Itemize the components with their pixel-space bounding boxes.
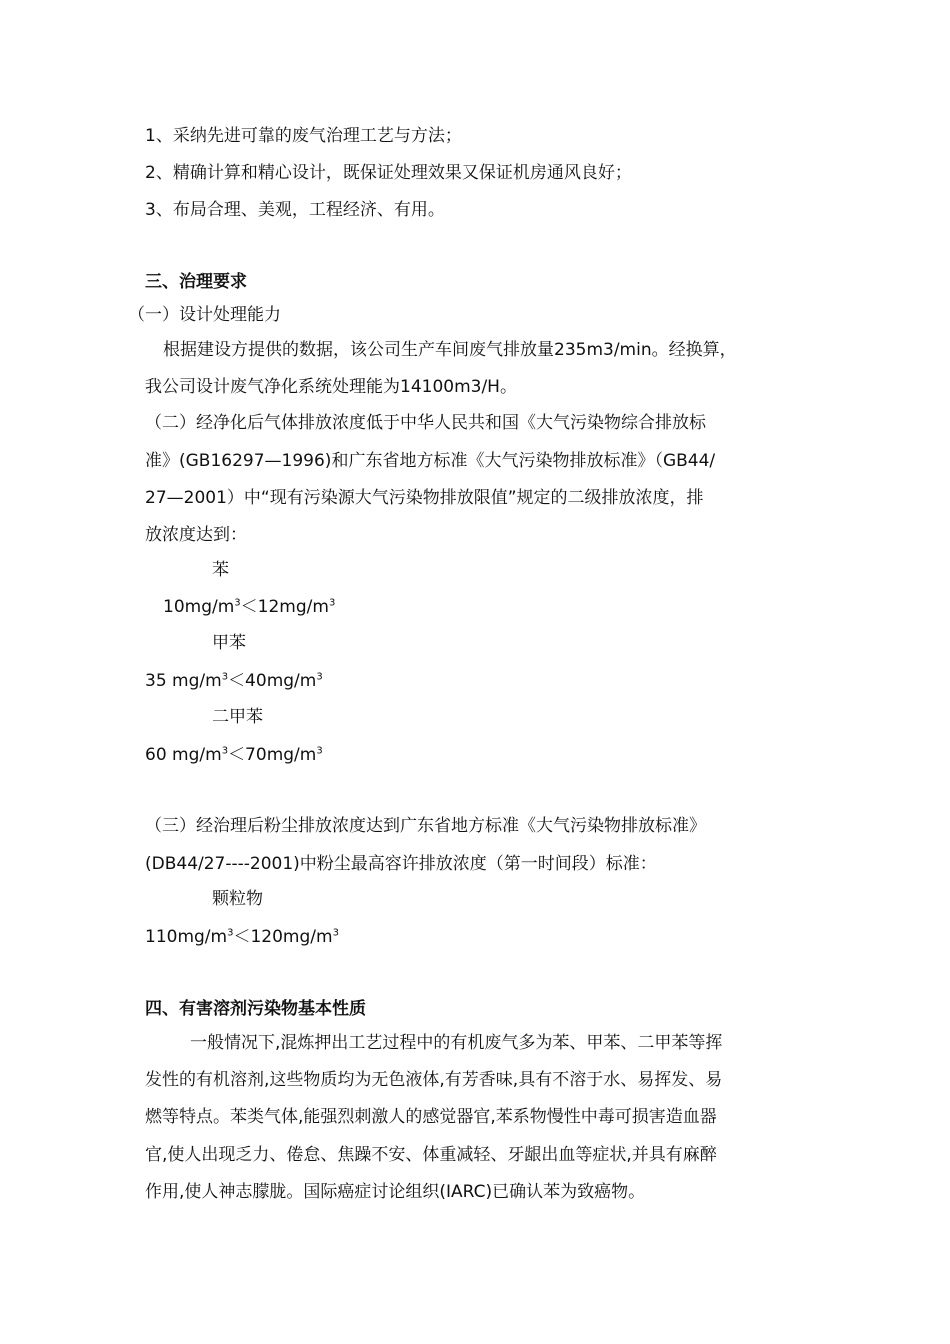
xylene-limit: 60 $mg/m^3<70mg/m^3$ [145, 745, 323, 765]
section4-line2: 发性的有机溶剂,这些物质均为无色液体,有芳香味,具有不溶于水、易挥发、易 [145, 1070, 723, 1090]
dust-label: 颗粒物 [212, 889, 263, 909]
section4-line3: 燃等特点。苯类气体,能强烈刺激人的感觉器官,苯系物慢性中毒可损害造血器 [145, 1107, 717, 1127]
para3-line1: （三）经治理后粉尘排放浓度达到广东省地方标准《大气污染物排放标准》 [145, 816, 706, 836]
toluene-limit: 35 $mg/m^3<40mg/m^3$ [145, 671, 323, 691]
para1-line2: 我公司设计废气净化系统处理能为14100m3/H。 [145, 377, 517, 397]
para2-line3: 27—2001）中“现有污染源大气污染物排放限值”规定的二级排放浓度，排 [145, 488, 704, 508]
dust-limit: $110mg/m^3<120mg/m^3$ [145, 927, 339, 947]
principle-3: 3、布局合理、美观，工程经济、有用。 [145, 200, 445, 220]
toluene-label: 甲苯 [212, 633, 246, 653]
principle-2: 2、精确计算和精心设计，既保证处理效果又保证机房通风良好； [145, 163, 632, 183]
subsection-1-title: （一）设计处理能力 [128, 305, 281, 325]
principle-1: 1、采纳先进可靠的废气治理工艺与方法； [145, 126, 462, 146]
section4-line1: 一般情况下,混炼押出工艺过程中的有机废气多为苯、甲苯、二甲苯等挥 [190, 1033, 723, 1053]
section-3-heading: 三、治理要求 [145, 272, 247, 292]
para2-line2: 准》(GB16297—1996)和广东省地方标准《大气污染物排放标准》（GB44/ [145, 451, 716, 471]
para1-line1: 根据建设方提供的数据，该公司生产车间废气排放量235m3/min。经换算， [163, 340, 737, 360]
benzene-label: 苯 [212, 560, 229, 580]
para2-line4: 放浓度达到： [145, 525, 247, 545]
section4-line4: 官,使人出现乏力、倦怠、焦躁不安、体重减轻、牙龈出血等症状,并具有麻醉 [145, 1145, 717, 1165]
xylene-label: 二甲苯 [212, 707, 263, 727]
section4-line5: 作用,使人神志朦胧。国际癌症讨论组织(IARC)已确认苯为致癌物。 [145, 1182, 646, 1202]
para2-line1: （二）经净化后气体排放浓度低于中华人民共和国《大气污染物综合排放标 [145, 413, 706, 433]
para3-line2: (DB44/27----2001)中粉尘最高容许排放浓度（第一时间段）标准： [145, 854, 657, 874]
benzene-limit: $10mg/m^3<12mg/m^3$ [163, 597, 336, 617]
section-4-heading: 四、有害溶剂污染物基本性质 [145, 999, 366, 1019]
